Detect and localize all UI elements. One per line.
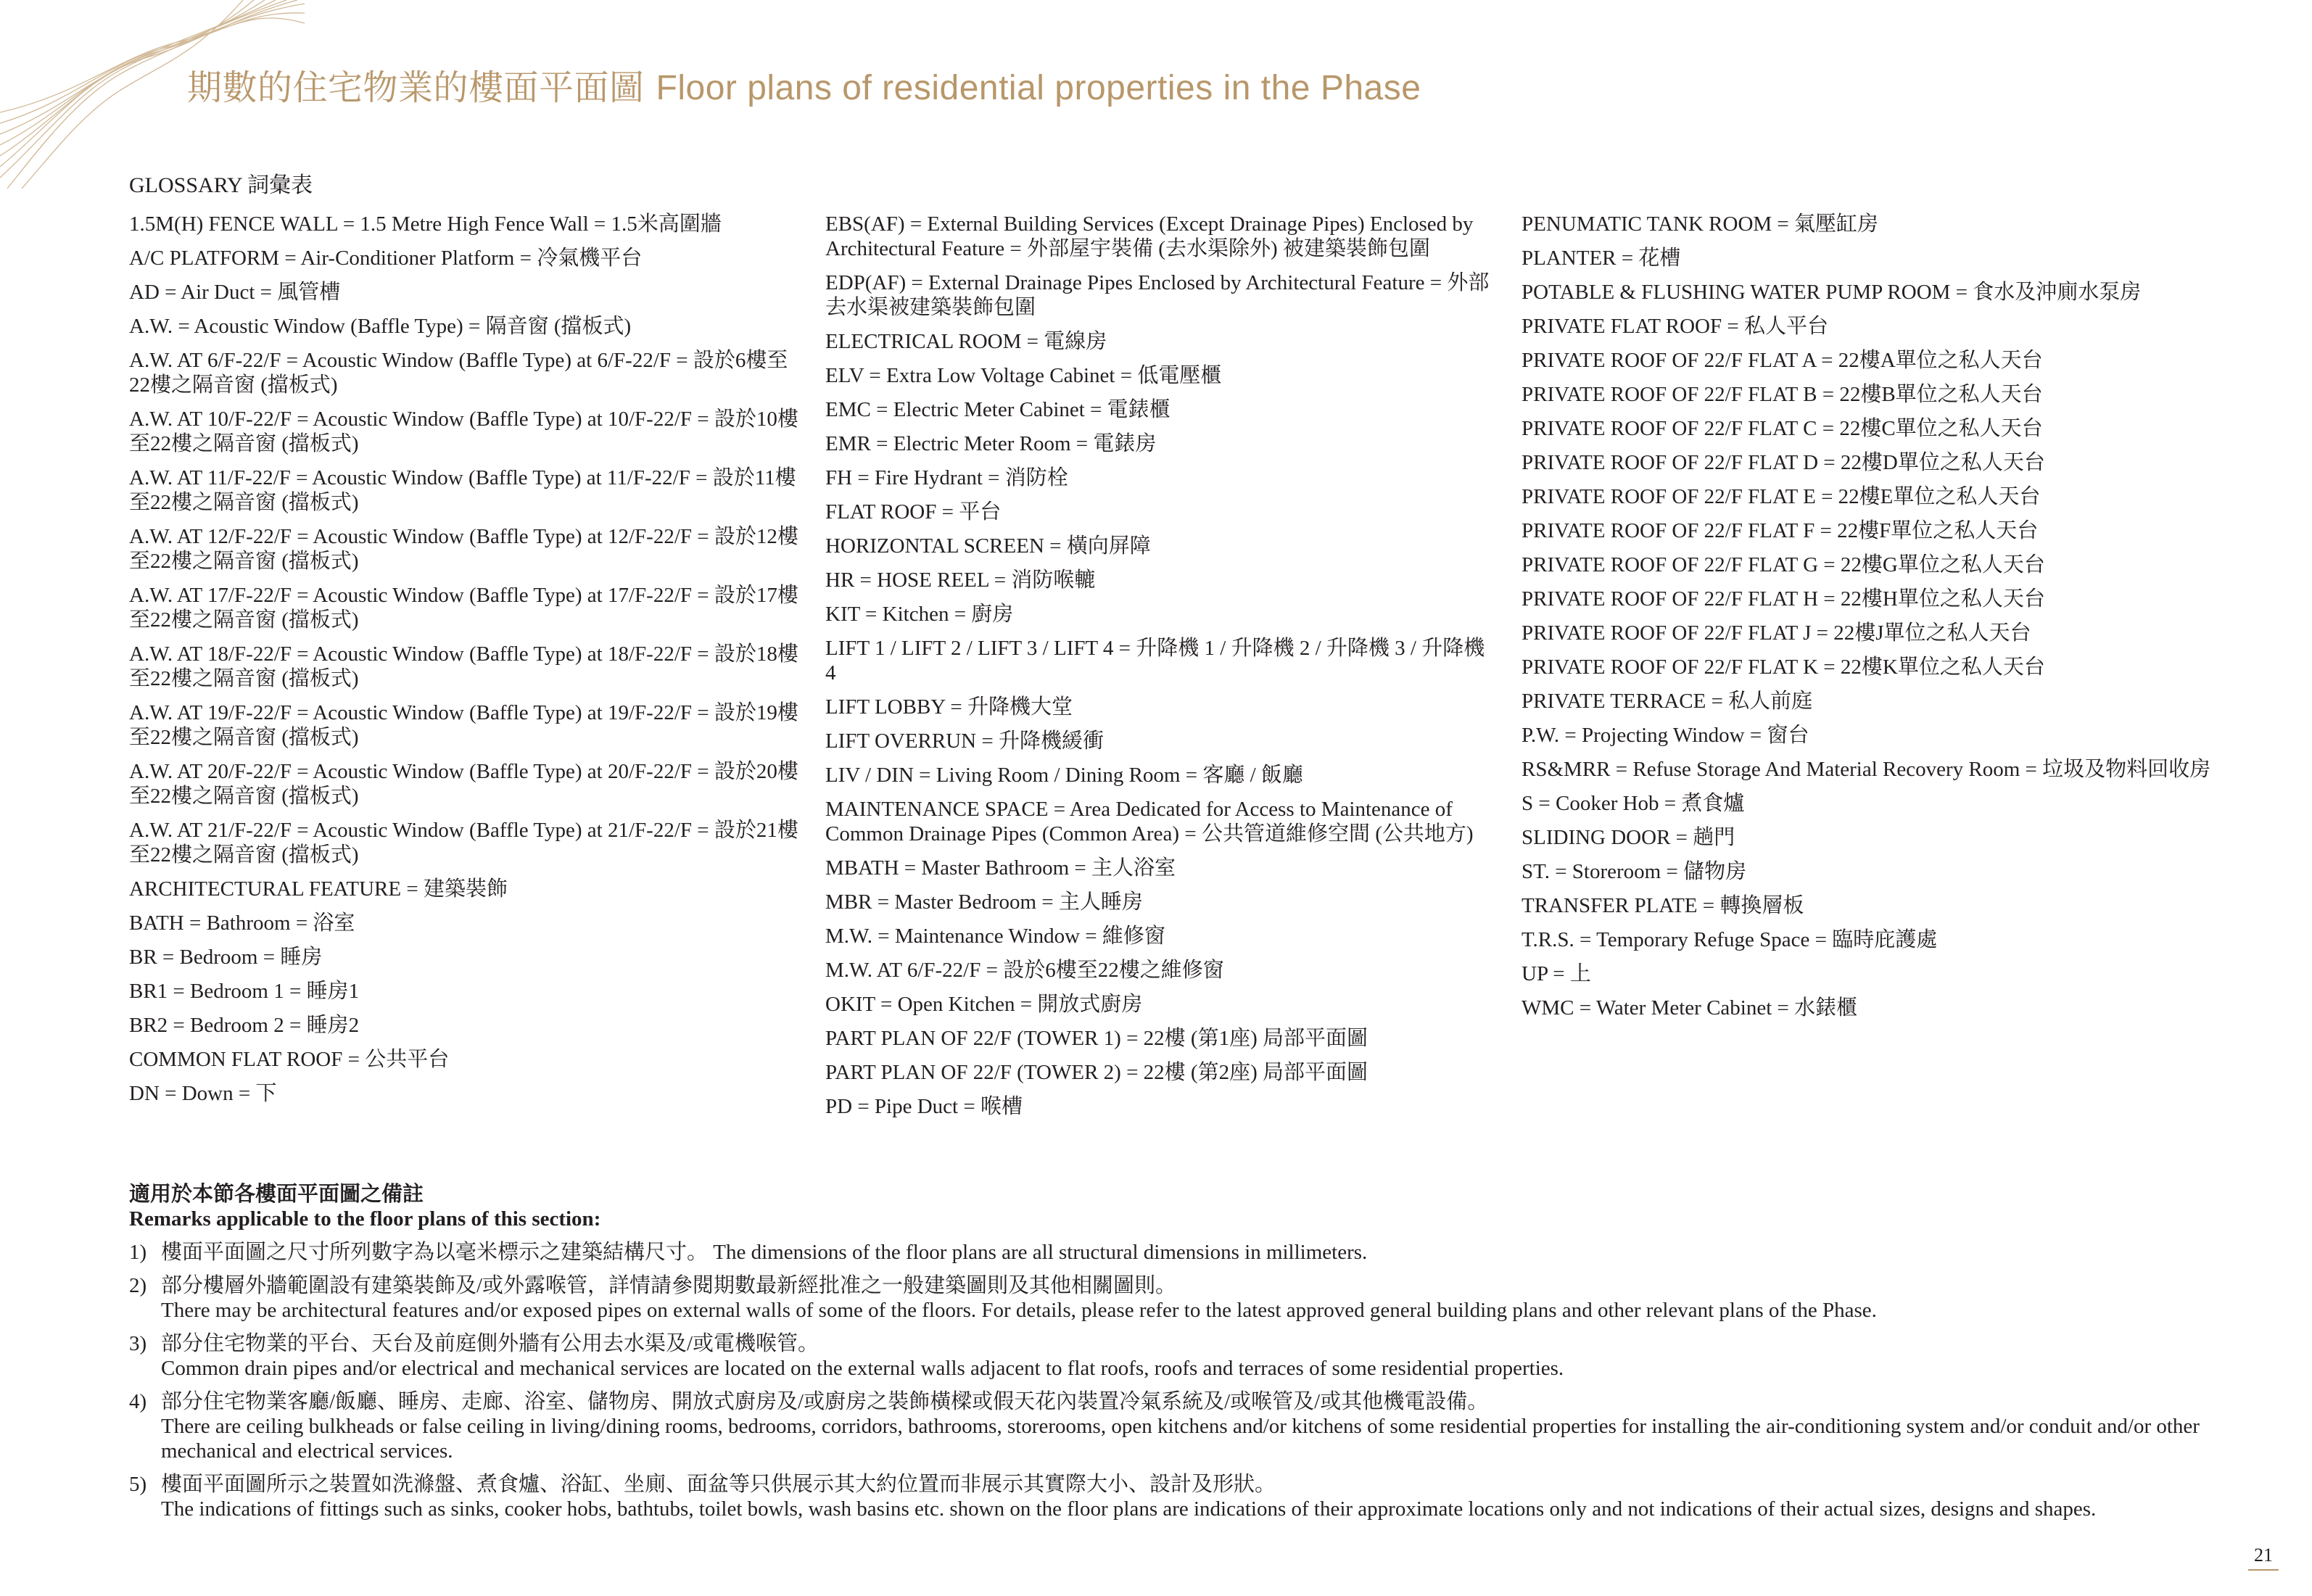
glossary-entry: UP = 上 [1522,962,1591,985]
remark-text-en: Common drain pipes and/or electrical and mechanical services are located on the external walls adjacent to flat roofs, roofs and terraces of some residential properties. [161,1357,1564,1380]
glossary-entry: EMC = Electric Meter Cabinet = 電錶櫃 [825,398,1171,421]
glossary-entry: PENUMATIC TANK ROOM = 氣壓缸房 [1522,212,1879,236]
remark-text-zh: 樓面平面圖所示之裝置如洗滌盤、煮食爐、浴缸、坐廁、面盆等只供展示其大約位置而非展示其實際大小、設計及形狀。 [161,1473,1276,1496]
glossary-entry: PRIVATE ROOF OF 22/F FLAT K = 22樓K單位之私人天台 [1522,656,2045,679]
glossary-entry: POTABLE & FLUSHING WATER PUMP ROOM = 食水及沖廁水泵房 [1522,281,2142,304]
glossary-entry: LIFT 1 / LIFT 2 / LIFT 3 / LIFT 4 = 升降機 1 / 升降機 2 / 升降機 3 / 升降機 4 [825,637,1485,685]
glossary-entry: ELECTRICAL ROOM = 電線房 [825,330,1107,353]
remark-text: 樓面平面圖之尺寸所列數字為以毫米標示之建築結構尺寸。 The dimensions of the floor plans are all structural dimensions in millimeters. [161,1241,1368,1264]
remark-item [129,1389,2210,1463]
remarks-title-zh: 適用於本節各樓面平面圖之備註 [129,1183,424,1206]
page-title [187,59,1421,109]
glossary-entry: ST. = Storeroom = 儲物房 [1522,860,1747,883]
glossary-entry: BR2 = Bedroom 2 = 睡房2 [129,1014,360,1037]
glossary-entry: PART PLAN OF 22/F (TOWER 1) = 22樓 (第1座) 局部平面圖 [825,1027,1368,1050]
glossary-entry: EMR = Electric Meter Room = 電錶房 [825,432,1157,455]
remark-number: 1) [129,1241,147,1264]
glossary-entry: P.W. = Projecting Window = 窗台 [1522,724,1809,747]
remark-text-zh: 部分住宅物業的平台、天台及前庭側外牆有公用去水渠及/或電機喉管。 [161,1332,819,1355]
glossary-entry: FH = Fire Hydrant = 消防栓 [825,466,1068,489]
glossary-entry: A.W. AT 11/F-22/F = Acoustic Window (Baffle Type) at 11/F-22/F = 設於11樓至22樓之隔音窗 (擋板式) [129,466,796,514]
glossary-entry: ARCHITECTURAL FEATURE = 建築裝飾 [129,877,508,901]
remark-number: 4) [129,1390,147,1413]
glossary-entry: A.W. AT 20/F-22/F = Acoustic Window (Baffle Type) at 20/F-22/F = 設於20樓至22樓之隔音窗 (擋板式) [129,760,798,808]
glossary-entry: BATH = Bathroom = 浴室 [129,911,355,935]
remark-text-en: There may be architectural features and/or exposed pipes on external walls of some of the floors. For details, please refer to the latest approved general building plans and other relevant plans of the Phase. [161,1299,1877,1322]
glossary-entry: T.R.S. = Temporary Refuge Space = 臨時庇護處 [1522,928,1938,951]
remark-number: 5) [129,1473,147,1496]
glossary-entry: A.W. AT 12/F-22/F = Acoustic Window (Baffle Type) at 12/F-22/F = 設於12樓至22樓之隔音窗 (擋板式) [129,525,798,573]
glossary-entry: COMMON FLAT ROOF = 公共平台 [129,1048,450,1071]
glossary-entry: MBR = Master Bedroom = 主人睡房 [825,890,1143,914]
glossary-entry: KIT = Kitchen = 廚房 [825,603,1014,626]
remarks-section [129,1182,2210,1530]
glossary-entry: PRIVATE TERRACE = 私人前庭 [1522,690,1813,713]
remark-item [129,1240,2210,1265]
glossary-entry: EDP(AF) = External Drainage Pipes Enclosed by Architectural Feature = 外部去水渠被建築裝飾包圍 [825,271,1490,319]
glossary-entry: PRIVATE ROOF OF 22/F FLAT H = 22樓H單位之私人天台 [1522,587,2045,611]
glossary-entry: PRIVATE ROOF OF 22/F FLAT F = 22樓F單位之私人天台 [1522,519,2039,542]
glossary-entry: BR1 = Bedroom 1 = 睡房1 [129,980,360,1003]
glossary-entry: S = Cooker Hob = 煮食爐 [1522,792,1745,815]
glossary-heading: GLOSSARY 詞彙表 [129,173,313,197]
glossary-entry: TRANSFER PLATE = 轉換層板 [1522,894,1804,917]
remarks-list [129,1240,2210,1521]
glossary-entry: A.W. AT 21/F-22/F = Acoustic Window (Baffle Type) at 21/F-22/F = 設於21樓至22樓之隔音窗 (擋板式) [129,819,798,867]
glossary-entry: PART PLAN OF 22/F (TOWER 2) = 22樓 (第2座) 局部平面圖 [825,1061,1368,1084]
glossary-entry: A.W. = Acoustic Window (Baffle Type) = 隔音窗 (擋板式) [129,315,632,338]
glossary-entry: PLANTER = 花槽 [1522,247,1681,270]
glossary-entry: A.W. AT 17/F-22/F = Acoustic Window (Baffle Type) at 17/F-22/F = 設於17樓至22樓之隔音窗 (擋板式) [129,584,798,632]
glossary-column-1 [129,212,804,1115]
glossary-entry: BR = Bedroom = 睡房 [129,946,323,969]
glossary-entry: HR = HOSE REEL = 消防喉轆 [825,568,1096,592]
glossary-entry: A/C PLATFORM = Air-Conditioner Platform = 冷氣機平台 [129,247,643,270]
glossary-entry: PRIVATE ROOF OF 22/F FLAT C = 22樓C單位之私人天台 [1522,417,2043,440]
page-title-zh: 期數的住宅物業的樓面平面圖 [187,69,645,107]
remark-number: 3) [129,1332,147,1355]
glossary-entry: A.W. AT 6/F-22/F = Acoustic Window (Baffle Type) at 6/F-22/F = 設於6樓至22樓之隔音窗 (擋板式) [129,349,788,397]
glossary-entry: PRIVATE ROOF OF 22/F FLAT E = 22樓E單位之私人天台 [1522,485,2041,508]
remark-item [129,1273,2210,1323]
glossary-entry: LIV / DIN = Living Room / Dining Room = 客廳 / 飯廳 [825,764,1303,787]
remark-number: 2) [129,1274,147,1297]
remark-text-en: The indications of fittings such as sinks, cooker hobs, bathtubs, toilet bowls, wash basins etc. shown on the floor plans are indications of their approximate locations only and not indications of their actual sizes, designs and shapes. [161,1497,2097,1521]
glossary-entry: RS&MRR = Refuse Storage And Material Recovery Room = 垃圾及物料回收房 [1522,758,2211,781]
glossary-entry: SLIDING DOOR = 趟門 [1522,826,1735,849]
glossary-entry: PRIVATE ROOF OF 22/F FLAT J = 22樓J單位之私人天台 [1522,621,2031,645]
glossary-entry: PD = Pipe Duct = 喉槽 [825,1095,1023,1118]
remark-item [129,1472,2210,1521]
glossary-entry: M.W. AT 6/F-22/F = 設於6樓至22樓之維修窗 [825,959,1224,982]
glossary-entry: A.W. AT 19/F-22/F = Acoustic Window (Baffle Type) at 19/F-22/F = 設於19樓至22樓之隔音窗 (擋板式) [129,701,798,749]
glossary-entry: ELV = Extra Low Voltage Cabinet = 低電壓櫃 [825,364,1222,387]
glossary-entry: LIFT OVERRUN = 升降機緩衝 [825,729,1104,753]
glossary-entry: PRIVATE ROOF OF 22/F FLAT A = 22樓A單位之私人天台 [1522,349,2043,372]
glossary-entry: PRIVATE ROOF OF 22/F FLAT B = 22樓B單位之私人天台 [1522,383,2043,406]
remark-text-zh: 部分住宅物業客廳/飯廳、睡房、走廊、浴室、儲物房、開放式廚房及/或廚房之裝飾橫樑或假天花內裝置冷氣系統及/或喉管及/或其他機電設備。 [161,1390,1489,1413]
glossary-entry: 1.5M(H) FENCE WALL = 1.5 Metre High Fence Wall = 1.5米高圍牆 [129,212,722,236]
glossary-column-3 [1522,212,2218,1030]
glossary-entry: PRIVATE FLAT ROOF = 私人平台 [1522,315,1828,338]
page-title-en: Floor plans of residential properties in the Phase [656,69,1421,107]
remark-text-zh: 部分樓層外牆範圍設有建築裝飾及/或外露喉管，詳情請參閱期數最新經批准之一般建築圖則及其他相關圖則。 [161,1274,1177,1297]
glossary-entry: EBS(AF) = External Building Services (Except Drainage Pipes) Enclosed by Architectural Feature = 外部屋宇裝備 (去水渠除外) 被建築裝飾包圍 [825,212,1474,260]
remark-text-en: There are ceiling bulkheads or false ceiling in living/dining rooms, bedrooms, corridors, bathrooms, storerooms, open kitchens and/or kitchens of some residential properties for installing the air-conditioning system and/or conduit and/or other mechanical and electrical services. [161,1415,2200,1463]
glossary-entry: PRIVATE ROOF OF 22/F FLAT G = 22樓G單位之私人天台 [1522,553,2045,576]
glossary-entry: LIFT LOBBY = 升降機大堂 [825,695,1073,719]
glossary-entry: OKIT = Open Kitchen = 開放式廚房 [825,993,1143,1016]
glossary-entry: WMC = Water Meter Cabinet = 水錶櫃 [1522,996,1858,1020]
glossary-entry: A.W. AT 10/F-22/F = Acoustic Window (Baffle Type) at 10/F-22/F = 設於10樓至22樓之隔音窗 (擋板式) [129,408,798,455]
remarks-title-en: Remarks applicable to the floor plans of this section: [129,1207,601,1231]
glossary-entry: DN = Down = 下 [129,1082,277,1105]
glossary-entry: AD = Air Duct = 風管槽 [129,281,341,304]
glossary-entry: HORIZONTAL SCREEN = 橫向屏障 [825,534,1151,558]
glossary-entry: A.W. AT 18/F-22/F = Acoustic Window (Baffle Type) at 18/F-22/F = 設於18樓至22樓之隔音窗 (擋板式) [129,642,798,690]
glossary-entry: PRIVATE ROOF OF 22/F FLAT D = 22樓D單位之私人天台 [1522,451,2045,474]
page-number: 21 [2248,1545,2279,1571]
glossary-entry: FLAT ROOF = 平台 [825,500,1002,524]
glossary-column-2 [825,212,1500,1128]
glossary-entry: MBATH = Master Bathroom = 主人浴室 [825,856,1176,880]
remark-item [129,1331,2210,1381]
glossary-entry: M.W. = Maintenance Window = 維修窗 [825,925,1165,948]
glossary-entry: MAINTENANCE SPACE = Area Dedicated for Access to Maintenance of Common Drainage Pipes (Common Area) = 公共管道維修空間 (公共地方) [825,798,1474,845]
